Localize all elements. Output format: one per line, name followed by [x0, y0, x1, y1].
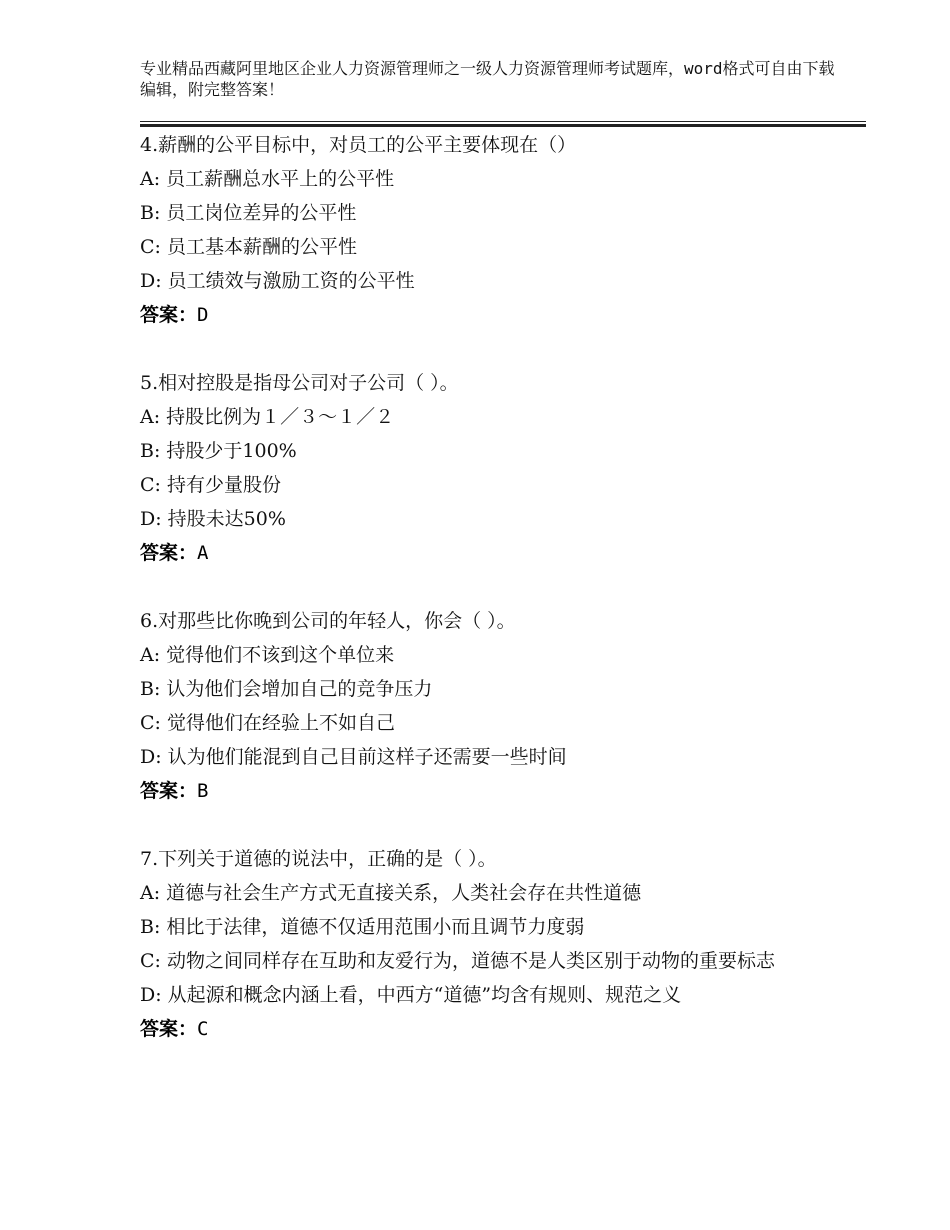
question-stem: 5.相对控股是指母公司对子公司（ ）。: [140, 372, 459, 394]
answer-value: C: [197, 1018, 209, 1040]
option-a: A: 持股比例为１／３～１／２: [140, 406, 395, 428]
option-d: D: 认为他们能混到自己目前这样子还需要一些时间: [140, 746, 567, 768]
option-b: B: 认为他们会增加自己的竞争压力: [140, 678, 433, 700]
answer-label: 答案：: [140, 542, 198, 564]
option-b: B: 员工岗位差异的公平性: [140, 202, 357, 224]
answer-line: [140, 774, 820, 808]
header-rule-thin: [140, 121, 866, 122]
answer-line: [140, 536, 820, 570]
question-stem: 6.对那些比你晚到公司的年轻人，你会（ ）。: [140, 610, 516, 632]
option-c: C: 觉得他们在经验上不如自己: [140, 712, 395, 734]
option-c: C: 员工基本薪酬的公平性: [140, 236, 357, 258]
question-6: [140, 604, 820, 808]
document-header: 专业精品西藏阿里地区企业人力资源管理师之一级人力资源管理师考试题库，word格式可自由下载编辑，附完整答案！: [140, 59, 835, 99]
option-b: B: 相比于法律，道德不仅适用范围小而且调节力度弱: [140, 916, 585, 938]
option-d: D: 从起源和概念内涵上看，中西方“道德”均含有规则、规范之义: [140, 984, 682, 1006]
answer-value: D: [197, 304, 209, 326]
question-stem: 4.薪酬的公平目标中，对员工的公平主要体现在（）: [140, 134, 577, 156]
option-b: B: 持股少于100%: [140, 440, 297, 462]
question-5: [140, 366, 820, 570]
answer-line: [140, 298, 820, 332]
question-stem: 7.下列关于道德的说法中，正确的是（ ）。: [140, 848, 497, 870]
answer-label: 答案：: [140, 780, 198, 802]
question-list: [140, 128, 820, 1080]
answer-line: [140, 1012, 820, 1046]
option-d: D: 员工绩效与激励工资的公平性: [140, 270, 415, 292]
answer-value: B: [197, 780, 209, 802]
option-a: A: 员工薪酬总水平上的公平性: [140, 168, 395, 190]
option-c: C: 持有少量股份: [140, 474, 281, 496]
option-c: C: 动物之间同样存在互助和友爱行为，道德不是人类区别于动物的重要标志: [140, 950, 775, 972]
question-7: [140, 842, 820, 1046]
answer-label: 答案：: [140, 304, 198, 326]
option-a: A: 道德与社会生产方式无直接关系，人类社会存在共性道德: [140, 882, 642, 904]
header-rule-thick: [140, 124, 866, 127]
option-a: A: 觉得他们不该到这个单位来: [140, 644, 395, 666]
option-d: D: 持股未达50%: [140, 508, 286, 530]
question-4: [140, 128, 820, 332]
answer-label: 答案：: [140, 1018, 198, 1040]
answer-value: A: [197, 542, 209, 564]
